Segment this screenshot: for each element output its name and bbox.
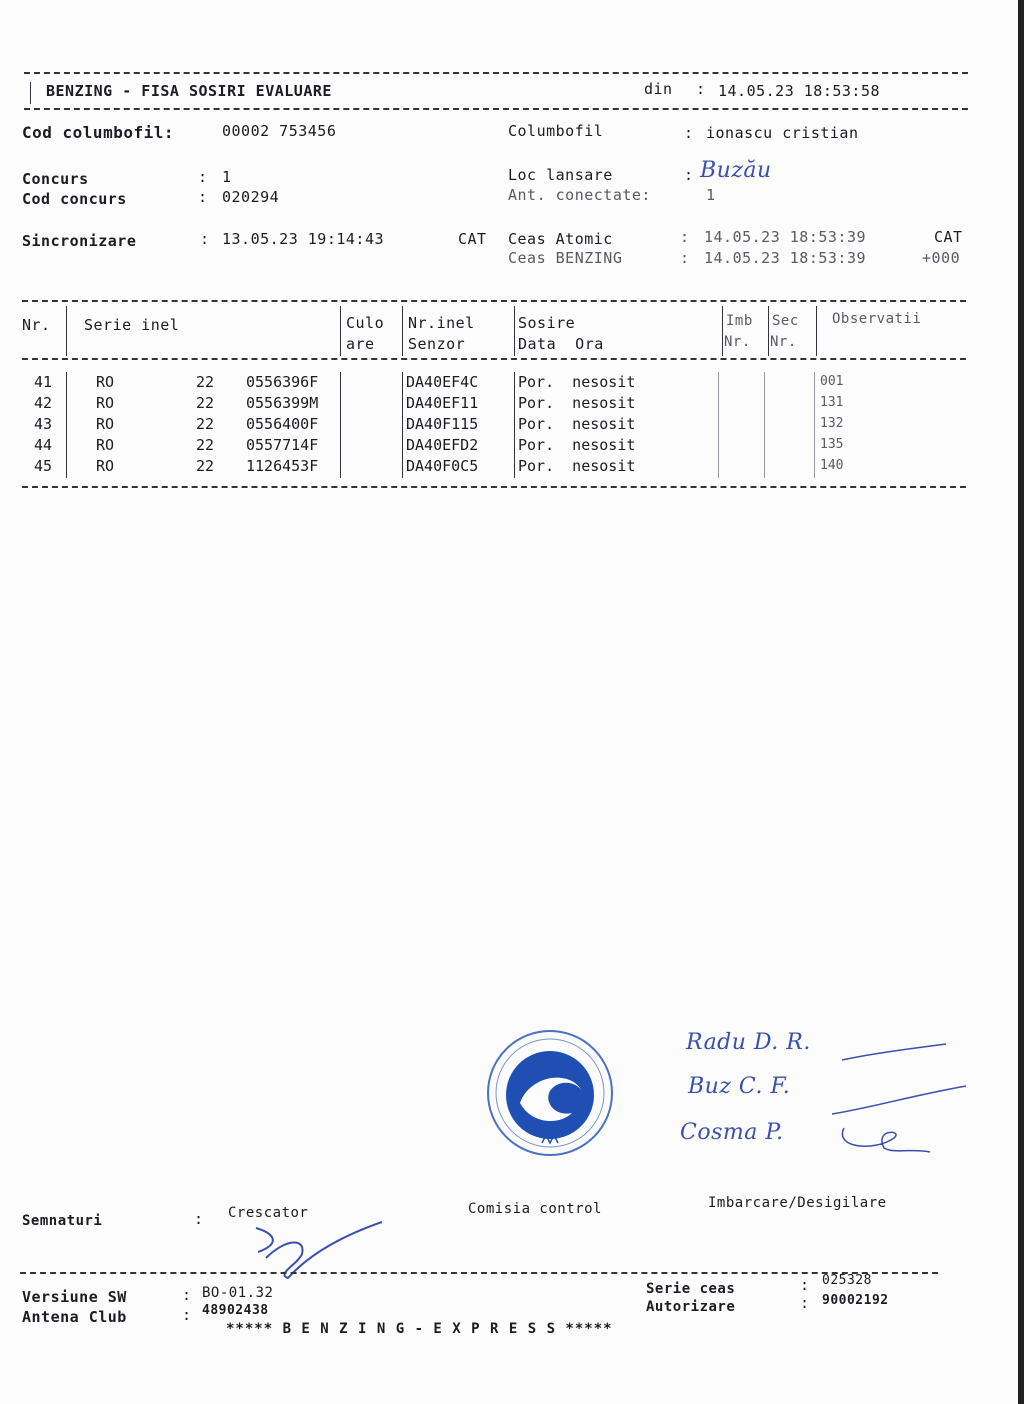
table-col-divider [768, 306, 769, 356]
row-year: 22 [196, 457, 215, 475]
ceas-atomic-separator: : [680, 228, 690, 246]
row-sensor: DA40F115 [406, 415, 479, 433]
table-col-divider [722, 306, 723, 356]
col-header-sosire-1: Sosire [518, 314, 576, 332]
row-year: 22 [196, 415, 215, 433]
loc-lansare-separator: : [684, 166, 694, 184]
col-header-culoare-2: are [346, 335, 375, 353]
table-col-divider [816, 306, 817, 356]
page-edge-shadow [1018, 0, 1024, 1404]
table-col-divider [66, 306, 67, 356]
brand-footer: ***** B E N Z I N G - E X P R E S S ***** [226, 1321, 613, 1337]
ceas-atomic-zone: CAT [934, 228, 963, 246]
club-seal-icon [480, 1025, 620, 1165]
table-top-rule [22, 300, 966, 302]
imbarcare-label: Imbarcare/Desigilare [708, 1195, 887, 1211]
row-obs: 135 [820, 437, 844, 452]
versiune-label: Versiune SW [22, 1288, 127, 1306]
cod-concurs-label: Cod concurs [22, 190, 127, 208]
header-top-rule [24, 72, 968, 74]
table-col-divider [514, 306, 515, 356]
date-value: 14.05.23 18:53:58 [718, 82, 881, 100]
sincronizare-separator: : [200, 230, 210, 248]
ceas-benzing-label: Ceas BENZING [508, 249, 623, 267]
footer-top-rule [20, 1272, 938, 1274]
row-sosire: Por. nesosit [518, 436, 636, 454]
col-header-sosire-2: Data Ora [518, 335, 604, 353]
cod-columbofil-value: 00002 753456 [222, 122, 337, 140]
date-separator: : [696, 80, 706, 98]
row-year: 22 [196, 436, 215, 454]
handwritten-signature-icon [840, 1040, 950, 1070]
antena-label: Antena Club [22, 1308, 127, 1326]
sincronizare-zone: CAT [458, 230, 487, 248]
ceas-atomic-label: Ceas Atomic [508, 230, 613, 248]
row-nr: 42 [34, 394, 53, 412]
row-year: 22 [196, 394, 215, 412]
serie-ceas-label: Serie ceas [646, 1281, 736, 1297]
committee-signature-1: Radu D. R. [686, 1030, 811, 1055]
row-sensor: DA40EF11 [406, 394, 479, 412]
versiune-value: BO-01.32 [202, 1285, 274, 1301]
cod-columbofil-label: Cod columbofil: [22, 123, 174, 142]
row-sosire: Por. nesosit [518, 457, 636, 475]
ceas-atomic-value: 14.05.23 18:53:39 [704, 228, 867, 246]
col-header-culoare-1: Culo [346, 314, 385, 332]
crescator-label: Crescator [228, 1205, 309, 1221]
row-ring: 0556396F [246, 373, 319, 391]
table-row [20, 414, 980, 434]
columbofil-separator: : [684, 124, 694, 142]
columbofil-label: Columbofil [508, 122, 604, 140]
col-header-serie-inel: Serie inel [84, 316, 180, 334]
table-bottom-rule [22, 486, 966, 488]
row-nr: 43 [34, 415, 53, 433]
row-nr: 44 [34, 436, 53, 454]
table-row [20, 435, 980, 455]
col-header-nr-inel-2: Senzor [408, 335, 466, 353]
table-header-rule [22, 358, 966, 360]
semnaturi-separator: : [194, 1210, 204, 1228]
row-obs: 001 [820, 374, 844, 389]
row-sensor: DA40EF4C [406, 373, 479, 391]
loc-lansare-label: Loc lansare [508, 166, 613, 184]
concurs-label: Concurs [22, 170, 89, 188]
row-obs: 131 [820, 395, 844, 410]
row-ring: 1126453F [246, 457, 319, 475]
concurs-value: 1 [222, 168, 232, 186]
row-obs: 132 [820, 416, 844, 431]
columbofil-value: ionascu cristian [706, 124, 859, 142]
date-label: din [644, 80, 673, 98]
row-country: RO [96, 436, 115, 454]
col-header-observatii: Observatii [832, 311, 922, 327]
antena-separator: : [182, 1306, 192, 1324]
row-year: 22 [196, 373, 215, 391]
row-ring: 0556399M [246, 394, 319, 412]
table-col-divider [340, 306, 341, 356]
table-row [20, 393, 980, 413]
row-ring: 0556400F [246, 415, 319, 433]
row-nr: 45 [34, 457, 53, 475]
ant-conectate-value: 1 [706, 186, 716, 204]
concurs-separator: : [198, 168, 208, 186]
serie-ceas-separator: : [800, 1276, 810, 1294]
row-country: RO [96, 415, 115, 433]
row-country: RO [96, 373, 115, 391]
col-header-nr: Nr. [22, 316, 51, 334]
row-sosire: Por. nesosit [518, 415, 636, 433]
col-header-imb-2: Nr. [724, 334, 751, 350]
col-header-imb-1: Imb [726, 313, 753, 329]
cod-concurs-separator: : [198, 188, 208, 206]
row-nr: 41 [34, 373, 53, 391]
row-sosire: Por. nesosit [518, 373, 636, 391]
row-sensor: DA40EFD2 [406, 436, 479, 454]
col-header-nr-inel-1: Nr.inel [408, 314, 475, 332]
antena-value: 48902438 [202, 1303, 269, 1318]
row-sosire: Por. nesosit [518, 394, 636, 412]
serie-ceas-value: 025328 [822, 1273, 872, 1288]
ceas-benzing-value: 14.05.23 18:53:39 [704, 249, 867, 267]
handwritten-signature-icon [834, 1118, 934, 1158]
sheet-title: BENZING - FISA SOSIRI EVALUARE [46, 82, 332, 100]
col-header-sec-1: Sec [772, 313, 799, 329]
loc-lansare-value: Buzău [700, 158, 772, 183]
col-header-sec-2: Nr. [770, 334, 797, 350]
autorizare-value: 90002192 [822, 1293, 889, 1308]
table-row [20, 456, 980, 476]
row-sensor: DA40F0C5 [406, 457, 479, 475]
header-left-bar [30, 82, 31, 104]
sincronizare-value: 13.05.23 19:14:43 [222, 230, 385, 248]
committee-signature-2: Buz C. F. [688, 1074, 791, 1099]
row-country: RO [96, 457, 115, 475]
cod-concurs-value: 020294 [222, 188, 280, 206]
table-col-divider [402, 306, 403, 356]
row-ring: 0557714F [246, 436, 319, 454]
versiune-separator: : [182, 1286, 192, 1304]
sincronizare-label: Sincronizare [22, 232, 137, 250]
committee-signature-3: Cosma P. [680, 1120, 784, 1145]
header-bottom-rule [24, 108, 968, 110]
autorizare-separator: : [800, 1294, 810, 1312]
ceas-benzing-offset: +000 [922, 249, 961, 267]
autorizare-label: Autorizare [646, 1299, 736, 1315]
semnaturi-label: Semnaturi [22, 1213, 103, 1229]
ant-conectate-label: Ant. conectate: [508, 186, 651, 204]
row-country: RO [96, 394, 115, 412]
table-row [20, 372, 980, 392]
comisia-label: Comisia control [468, 1201, 602, 1217]
ceas-benzing-separator: : [680, 249, 690, 267]
row-obs: 140 [820, 458, 844, 473]
